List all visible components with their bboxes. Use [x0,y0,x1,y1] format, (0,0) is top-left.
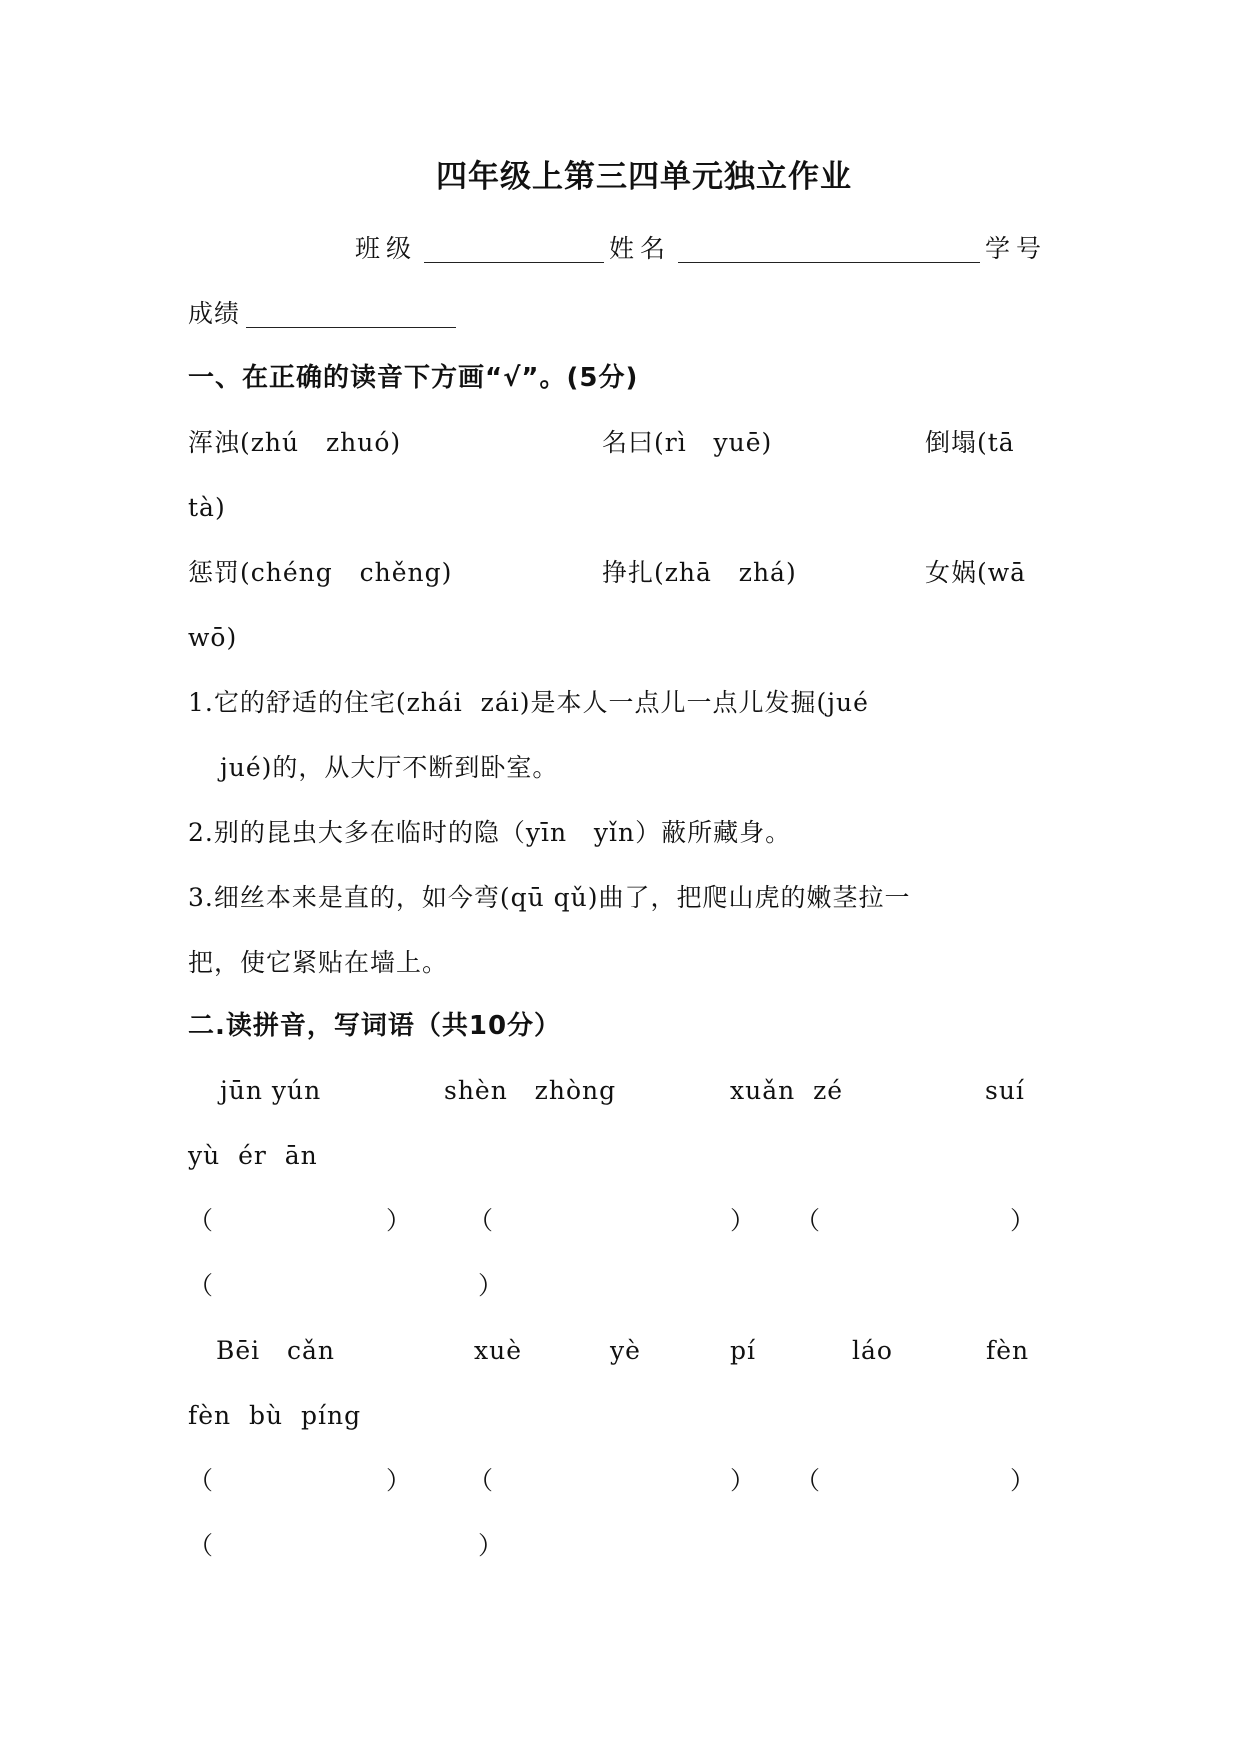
s1-question-3-line1: 3.细丝本来是直的，如今弯(qū qǔ)曲了，把爬山虎的嫩茎拉一 [188,883,911,912]
answer-box-4-close[interactable]: ） [478,1271,505,1300]
answer-box-2-close[interactable]: ） [730,1206,757,1235]
s1-row2-item-c-wrap: wō) [188,623,238,652]
s1-row1-item-c: 倒塌(tā [925,428,1015,457]
answer-box-3-open[interactable]: （ [795,1206,822,1235]
answer-box-5-open[interactable]: （ [188,1466,215,1495]
pinyin-ye: yè [610,1336,641,1365]
pinyin-pi: pí [730,1336,756,1365]
pinyin-lao: láo [852,1336,893,1365]
answer-box-6-open[interactable]: （ [468,1466,495,1495]
answer-box-3-close[interactable]: ） [1010,1206,1037,1235]
pinyin-fen: fèn [986,1336,1030,1365]
answer-box-8-close[interactable]: ） [478,1531,505,1560]
pinyin-yuer-an: yù ér ān [188,1141,318,1170]
id-label: 学号 [985,234,1048,263]
s1-question-1-line1: 1.它的舒适的住宅(zhái zái)是本人一点儿一点儿发掘(jué [188,688,869,717]
s1-row2-item-b: 挣扎(zhā zhá) [602,558,797,587]
s1-question-1-line2: jué)的，从大厅不断到卧室。 [220,753,559,782]
s1-row2-item-a: 惩罚(chéng chěng) [188,558,453,587]
section1-heading: 一、在正确的读音下方画“√”。(5分) [188,363,639,393]
s1-question-3-line2: 把，使它紧贴在墙上。 [188,948,449,977]
pinyin-beican: Bēi cǎn [216,1336,336,1365]
answer-box-8-open[interactable]: （ [188,1531,215,1560]
name-blank[interactable] [678,236,980,263]
pinyin-xue: xuè [474,1336,522,1365]
s1-row1-item-c-wrap: tà) [188,493,226,522]
s1-row2-item-c: 女娲(wā [925,558,1027,587]
answer-box-2-open[interactable]: （ [468,1206,495,1235]
s1-row1-item-b: 名曰(rì yuē) [602,428,773,457]
section2-heading: 二.读拼音，写词语（共10分） [188,1011,562,1041]
score-label: 成绩 [188,299,241,328]
score-blank[interactable] [246,301,456,328]
class-blank[interactable] [424,236,604,263]
pinyin-fenbuping: fèn bù píng [188,1401,362,1430]
page-title: 四年级上第三四单元独立作业 [436,159,852,195]
pinyin-shenzhong: shèn zhòng [444,1076,617,1105]
pinyin-sui: suí [985,1076,1025,1105]
answer-box-6-close[interactable]: ） [730,1466,757,1495]
pinyin-xuanze: xuǎn zé [730,1076,844,1105]
answer-box-4-open[interactable]: （ [188,1271,215,1300]
name-label: 姓名 [609,234,672,263]
answer-box-5-close[interactable]: ） [386,1466,413,1495]
answer-box-1-open[interactable]: （ [188,1206,215,1235]
pinyin-junyun: jūn yún [220,1076,322,1105]
class-label: 班级 [355,234,418,263]
s1-question-2: 2.别的昆虫大多在临时的隐（yīn yǐn）蔽所藏身。 [188,818,792,847]
answer-box-7-close[interactable]: ） [1010,1466,1037,1495]
answer-box-1-close[interactable]: ） [386,1206,413,1235]
answer-box-7-open[interactable]: （ [795,1466,822,1495]
s1-row1-item-a: 浑浊(zhú zhuó) [188,428,402,457]
